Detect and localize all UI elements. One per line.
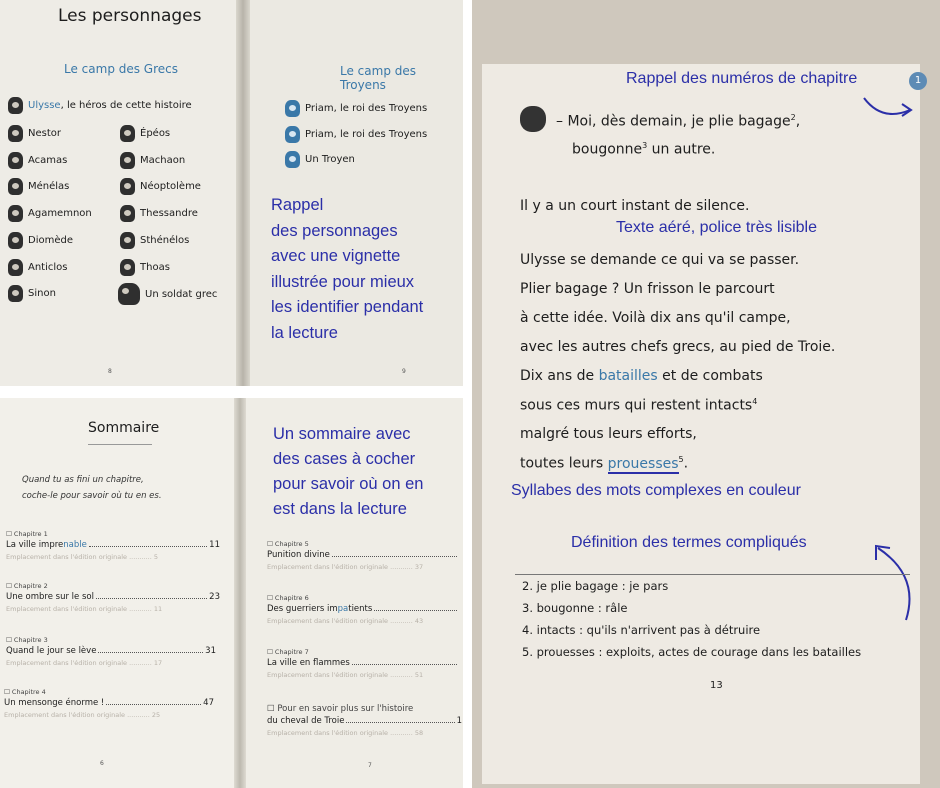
page-number: 13 bbox=[710, 680, 723, 691]
chapter-title: Punition divine bbox=[267, 550, 330, 560]
character-item bbox=[285, 151, 355, 168]
original-page: 51 bbox=[414, 671, 424, 679]
checkbox-icon[interactable]: ☐ bbox=[267, 594, 273, 602]
character-desc: , le héros de cette histoire bbox=[60, 100, 192, 111]
footnote-ref: 4 bbox=[752, 397, 758, 406]
greek-portrait-icon bbox=[120, 178, 135, 195]
definitions-annotation: Définition des termes compliqués bbox=[571, 534, 807, 551]
greeks-heading: Le camp des Grecs bbox=[64, 62, 179, 76]
line-text: et de combats bbox=[657, 368, 763, 384]
annotation-line: des cases à cocher bbox=[273, 450, 416, 468]
ulysses-portrait-icon bbox=[8, 97, 23, 114]
character-name: Agamemnon bbox=[28, 208, 92, 219]
intro-line: Quand tu as fini un chapitre, bbox=[22, 475, 144, 485]
chapter-title: Pour en savoir plus sur l'histoire bbox=[277, 704, 414, 714]
original-page: 17 bbox=[153, 659, 163, 667]
greek-portrait-icon bbox=[8, 285, 23, 302]
annotation-line: Rappel bbox=[271, 196, 324, 214]
chapter-number-badge: 1 bbox=[909, 72, 927, 90]
character-item bbox=[8, 178, 69, 195]
character-item bbox=[8, 152, 67, 169]
characters-title: Les personnages bbox=[58, 6, 202, 26]
footnotes-divider bbox=[515, 574, 910, 575]
chapter-title-cont: du cheval de Troie bbox=[267, 716, 345, 726]
chapter-title: La ville en flammes bbox=[267, 658, 350, 668]
annotation-line: avec une vignette bbox=[271, 247, 401, 265]
footnote: 5. prouesses : exploits, actes de courage dans les batailles bbox=[522, 645, 862, 659]
line-text: – Moi, dès demain, je plie bagage bbox=[556, 113, 791, 130]
character-name: Sthénélos bbox=[140, 235, 190, 246]
character-name: Priam, le roi des Troyens bbox=[305, 129, 428, 140]
book-page bbox=[482, 64, 920, 784]
chapter-number: Chapitre 5 bbox=[274, 540, 309, 548]
original-page: 37 bbox=[414, 563, 424, 571]
greek-portrait-icon bbox=[120, 259, 135, 276]
chapter-page: 31 bbox=[205, 646, 216, 656]
checkbox-icon[interactable]: ☐ bbox=[6, 636, 12, 644]
original-location: Emplacement dans l'édition originale bbox=[4, 711, 126, 719]
curved-arrow-icon bbox=[868, 540, 918, 624]
chapter-number: Chapitre 3 bbox=[13, 636, 48, 644]
annotation-line: Un sommaire avec bbox=[273, 425, 411, 443]
text-line: Ulysse se demande ce qui va se passer. bbox=[520, 252, 800, 268]
font-annotation: Texte aéré, police très lisible bbox=[616, 219, 817, 236]
page-number: 9 bbox=[402, 368, 406, 375]
chapter-page: 1 bbox=[456, 716, 462, 726]
character-name: Sinon bbox=[28, 288, 56, 299]
text-line: malgré tous leurs efforts, bbox=[520, 426, 697, 442]
character-name: Diomède bbox=[28, 235, 73, 246]
page-number: 7 bbox=[368, 762, 372, 769]
character-ulysse bbox=[8, 97, 192, 114]
annotation-line: les identifier pendant bbox=[271, 298, 424, 316]
character-name: Thessandre bbox=[140, 208, 198, 219]
character-item bbox=[120, 125, 170, 142]
text-line: toutes leurs prouesses$^5$. bbox=[520, 455, 689, 472]
toc-title: Sommaire bbox=[88, 420, 160, 436]
toc-entry[interactable]: ☐ Chapitre 6 Des guerriers impatients Emplacement dans l'édition originale ........... 43 bbox=[267, 594, 459, 625]
toc-entry[interactable]: ☐ Chapitre 1 La ville imprenable 11 Emplacement dans l'édition originale ........... 5 bbox=[6, 530, 220, 561]
original-page: 11 bbox=[153, 605, 163, 613]
original-page: 25 bbox=[151, 711, 161, 719]
trojan-portrait-icon bbox=[285, 126, 300, 143]
character-item bbox=[120, 259, 170, 276]
footnote: 2. je plie bagage : je pars bbox=[522, 579, 669, 593]
checkbox-icon[interactable]: ☐ bbox=[267, 540, 273, 548]
greek-portrait-icon bbox=[120, 152, 135, 169]
text-line: avec les autres chefs grecs, au pied de Troie. bbox=[520, 339, 836, 355]
line-text: bougonne bbox=[572, 141, 643, 158]
original-location: Emplacement dans l'édition originale bbox=[267, 671, 389, 679]
line-text: un autre. bbox=[647, 141, 716, 158]
soldier-portrait-icon bbox=[118, 283, 140, 305]
greek-portrait-icon bbox=[8, 152, 23, 169]
original-location: Emplacement dans l'édition originale bbox=[6, 605, 128, 613]
speaker-portrait-icon bbox=[520, 106, 546, 132]
checkbox-icon[interactable]: ☐ bbox=[6, 582, 12, 590]
character-item bbox=[8, 125, 61, 142]
text-line: – Moi, dès demain, je plie bagage$^2$, bbox=[556, 113, 801, 130]
greek-portrait-icon bbox=[8, 259, 23, 276]
character-item bbox=[8, 232, 73, 249]
chapter-page: 47 bbox=[203, 698, 214, 708]
original-location: Emplacement dans l'édition originale bbox=[267, 729, 389, 737]
toc-entry[interactable]: ☐ Pour en savoir plus sur l'histoire du cheval de Troie 1 Emplacement dans l'édition originale ........... 58 bbox=[267, 704, 462, 737]
colored-syllables-word: prouesses bbox=[607, 455, 679, 472]
greek-portrait-icon bbox=[8, 205, 23, 222]
chapter-number: Chapitre 2 bbox=[13, 582, 48, 590]
annotation-line: illustrée pour mieux bbox=[271, 272, 415, 291]
greek-portrait-icon bbox=[8, 178, 23, 195]
greek-portrait-icon bbox=[8, 232, 23, 249]
trojan-portrait-icon bbox=[285, 100, 300, 117]
original-page: 43 bbox=[414, 617, 424, 625]
greek-portrait-icon bbox=[120, 125, 135, 142]
book-gutter bbox=[234, 398, 246, 788]
toc-entry[interactable]: ☐ Chapitre 7 La ville en flammes Emplacement dans l'édition originale ........... 51 bbox=[267, 648, 459, 679]
text-line bbox=[520, 368, 763, 384]
greek-portrait-icon bbox=[120, 205, 135, 222]
annotation-line: la lecture bbox=[271, 323, 338, 342]
footnote-ref: 5 bbox=[678, 455, 684, 464]
character-item bbox=[8, 285, 56, 302]
toc-entry[interactable]: ☐ Chapitre 4 Un mensonge énorme ! 47 Emplacement dans l'édition originale ........... 25 bbox=[4, 688, 214, 719]
original-page: 58 bbox=[414, 729, 424, 737]
checkbox-icon[interactable]: ☐ bbox=[6, 530, 12, 538]
curved-arrow-icon bbox=[860, 92, 916, 120]
character-name: Nestor bbox=[28, 128, 61, 139]
character-name: Machaon bbox=[140, 155, 186, 166]
book-gutter bbox=[236, 0, 250, 386]
characters-spread-photo bbox=[0, 0, 463, 386]
chapter-annotation: Rappel des numéros de chapitre bbox=[626, 70, 858, 87]
syllables-annotation: Syllabes des mots complexes en couleur bbox=[511, 482, 801, 499]
original-location: Emplacement dans l'édition originale bbox=[267, 563, 389, 571]
character-item bbox=[285, 126, 427, 143]
footnote-ref: 3 bbox=[642, 141, 648, 150]
chapter-page: 23 bbox=[209, 592, 220, 602]
text-line bbox=[520, 397, 757, 414]
page-number: 6 bbox=[100, 760, 104, 767]
intro-line: coche-le pour savoir où tu en es. bbox=[22, 491, 162, 501]
line-text: toutes leurs bbox=[520, 455, 608, 472]
title-underline bbox=[88, 444, 152, 445]
original-location: Emplacement dans l'édition originale bbox=[267, 617, 389, 625]
character-name: Ulysse bbox=[28, 100, 61, 111]
chapter-title: Un mensonge énorme ! bbox=[4, 698, 105, 708]
text-line: Il y a un court instant de silence. bbox=[520, 198, 750, 214]
character-item bbox=[8, 205, 92, 222]
character-name: Néoptolème bbox=[140, 181, 201, 192]
footnote: 4. intacts : qu'ils n'arrivent pas à détruire bbox=[522, 623, 761, 637]
page-number: 8 bbox=[108, 368, 112, 375]
characters-annotation bbox=[271, 193, 423, 346]
annotation-line: pour savoir où on en bbox=[273, 475, 424, 493]
toc-entry[interactable]: ☐ Chapitre 3 Quand le jour se lève 31 Emplacement dans l'édition originale ........... 17 bbox=[6, 636, 216, 667]
character-name: Un Troyen bbox=[305, 154, 355, 165]
character-name: Ménélas bbox=[28, 181, 70, 192]
chapter-number: Chapitre 7 bbox=[274, 648, 309, 656]
character-item bbox=[120, 152, 185, 169]
line-text: Dix ans de bbox=[520, 368, 599, 384]
trojan-portrait-icon bbox=[285, 151, 300, 168]
character-item bbox=[118, 283, 217, 305]
character-item bbox=[8, 259, 67, 276]
character-item bbox=[120, 205, 198, 222]
original-location: Emplacement dans l'édition originale bbox=[6, 553, 128, 561]
text-line: à cette idée. Voilà dix ans qu'il campe, bbox=[520, 310, 791, 326]
chapter-title: Quand le jour se lève bbox=[6, 646, 97, 656]
character-item bbox=[120, 178, 201, 195]
toc-entry[interactable]: ☐ Chapitre 2 Une ombre sur le sol 23 Emplacement dans l'édition originale ........... 11 bbox=[6, 582, 220, 613]
annotation-line: est dans la lecture bbox=[273, 500, 407, 518]
original-location: Emplacement dans l'édition originale bbox=[6, 659, 128, 667]
original-page: 5 bbox=[153, 553, 159, 561]
checkbox-icon[interactable]: ☐ bbox=[4, 688, 10, 696]
character-name: Thoas bbox=[140, 262, 170, 273]
text-line: Plier bagage ? Un frisson le parcourt bbox=[520, 281, 775, 297]
toc-annotation bbox=[273, 422, 423, 522]
footnote: 3. bougonne : râle bbox=[522, 601, 628, 615]
character-item bbox=[120, 232, 189, 249]
annotation-line: des personnages bbox=[271, 221, 398, 240]
text-line bbox=[572, 141, 715, 158]
footnote-ref: 2 bbox=[790, 113, 796, 122]
chapter-title: Une ombre sur le sol bbox=[6, 592, 94, 602]
character-name: Acamas bbox=[28, 155, 68, 166]
toc-spread-photo bbox=[0, 398, 463, 788]
character-name: Anticlos bbox=[28, 262, 68, 273]
character-name: Un soldat grec bbox=[145, 288, 218, 300]
chapter-number: Chapitre 6 bbox=[274, 594, 309, 602]
character-item bbox=[285, 100, 427, 117]
chapter-page: 11 bbox=[209, 540, 220, 550]
greek-portrait-icon bbox=[120, 232, 135, 249]
line-text: sous ces murs qui restent intacts bbox=[520, 397, 753, 414]
toc-intro bbox=[22, 472, 202, 504]
chapter-number: Chapitre 1 bbox=[13, 530, 48, 538]
colored-syllables-word: batailles bbox=[598, 368, 658, 384]
toc-entry[interactable]: ☐ Chapitre 5 Punition divine Emplacement dans l'édition originale ........... 37 bbox=[267, 540, 459, 571]
character-name: Épéos bbox=[140, 128, 171, 139]
checkbox-icon[interactable]: ☐ bbox=[267, 648, 273, 656]
character-name: Priam, le roi des Troyens bbox=[305, 103, 428, 114]
greek-portrait-icon bbox=[8, 125, 23, 142]
checkbox-icon[interactable]: ☐ bbox=[267, 704, 275, 714]
trojans-heading: Le camp des Troyens bbox=[340, 64, 416, 92]
chapter-number: Chapitre 4 bbox=[11, 688, 46, 696]
